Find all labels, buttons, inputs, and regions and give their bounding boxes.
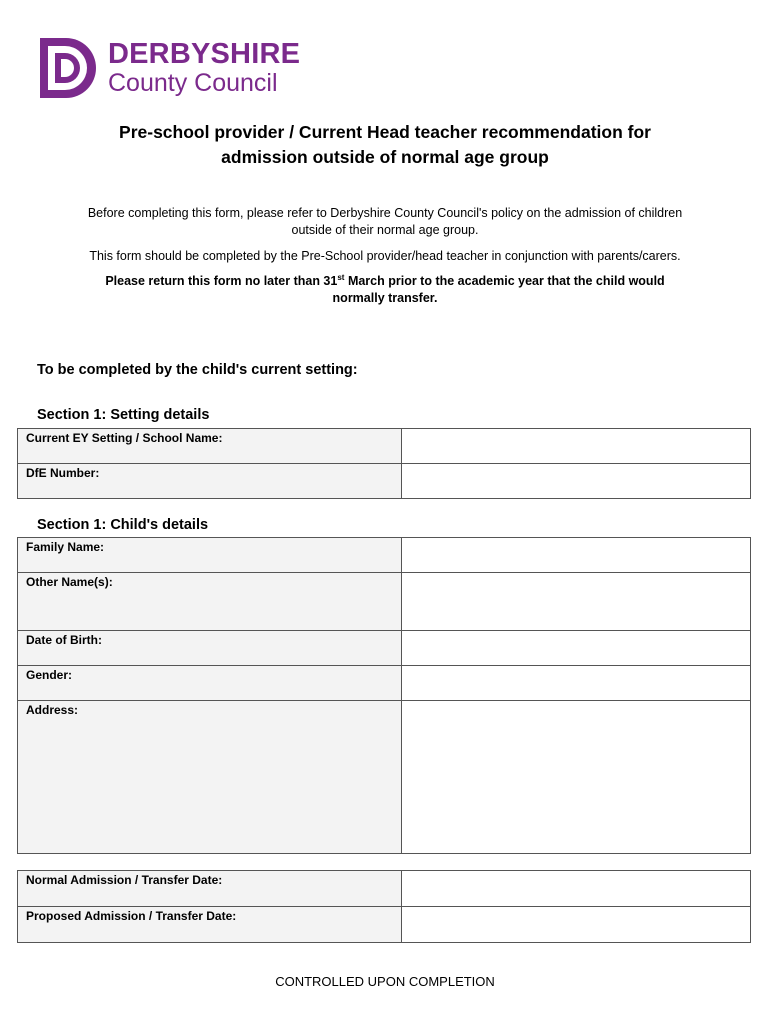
normal-admission-date-field[interactable] <box>402 871 751 907</box>
other-names-label: Other Name(s): <box>18 573 402 631</box>
date-of-birth-field[interactable] <box>402 631 751 666</box>
return-deadline-note <box>40 273 730 307</box>
gender-field[interactable] <box>402 666 751 701</box>
table-row <box>18 538 751 573</box>
child-details-heading: Section 1: Child's details <box>37 517 209 533</box>
table-row <box>18 907 751 943</box>
setting-name-field[interactable] <box>402 429 751 464</box>
date-of-birth-label: Date of Birth: <box>18 631 402 666</box>
intro-policy-line1: Before completing this form, please refer to Derbyshire County Council's policy on the admission of children <box>87 206 683 220</box>
intro-policy-note <box>40 205 730 239</box>
gender-label: Gender: <box>18 666 402 701</box>
table-row <box>18 701 751 854</box>
setting-details-table <box>17 428 751 499</box>
table-row <box>18 429 751 464</box>
proposed-admission-date-label: Proposed Admission / Transfer Date: <box>18 907 402 943</box>
dfe-number-label: DfE Number: <box>18 464 402 499</box>
table-row <box>18 871 751 907</box>
return-deadline-line2: normally transfer. <box>332 291 438 305</box>
normal-admission-date-label: Normal Admission / Transfer Date: <box>18 871 402 907</box>
form-title-line1: Pre-school provider / Current Head teacher recommendation for <box>119 122 651 142</box>
intro-policy-line2: outside of their normal age group. <box>291 223 479 237</box>
form-title <box>40 120 730 170</box>
return-deadline-text-b: March prior to the academic year that the child would <box>344 274 665 288</box>
derbyshire-d-logo-icon <box>38 36 104 100</box>
return-deadline-sup: st <box>337 272 345 282</box>
table-row <box>18 666 751 701</box>
logo-county-council-text: County Council <box>108 69 278 97</box>
proposed-admission-date-field[interactable] <box>402 907 751 943</box>
family-name-label: Family Name: <box>18 538 402 573</box>
address-label: Address: <box>18 701 402 854</box>
return-deadline-text-a: Please return this form no later than 31 <box>105 274 338 288</box>
council-logo <box>38 36 301 102</box>
admission-dates-table <box>17 870 751 943</box>
setting-details-heading: Section 1: Setting details <box>37 407 210 423</box>
address-field[interactable] <box>402 701 751 854</box>
dfe-number-field[interactable] <box>402 464 751 499</box>
family-name-field[interactable] <box>402 538 751 573</box>
footer-controlled-notice: CONTROLLED UPON COMPLETION <box>275 974 495 989</box>
intro-completion-note: This form should be completed by the Pre-School provider/head teacher in conjunction with parents/carers. <box>89 249 681 263</box>
table-row <box>18 464 751 499</box>
logo-derbyshire-text: DERBYSHIRE <box>108 38 301 70</box>
other-names-field[interactable] <box>402 573 751 631</box>
setting-name-label: Current EY Setting / School Name: <box>18 429 402 464</box>
child-details-table <box>17 537 751 854</box>
form-title-line2: admission outside of normal age group <box>221 147 549 167</box>
table-row <box>18 573 751 631</box>
table-row <box>18 631 751 666</box>
current-setting-heading: To be completed by the child's current setting: <box>37 362 358 378</box>
